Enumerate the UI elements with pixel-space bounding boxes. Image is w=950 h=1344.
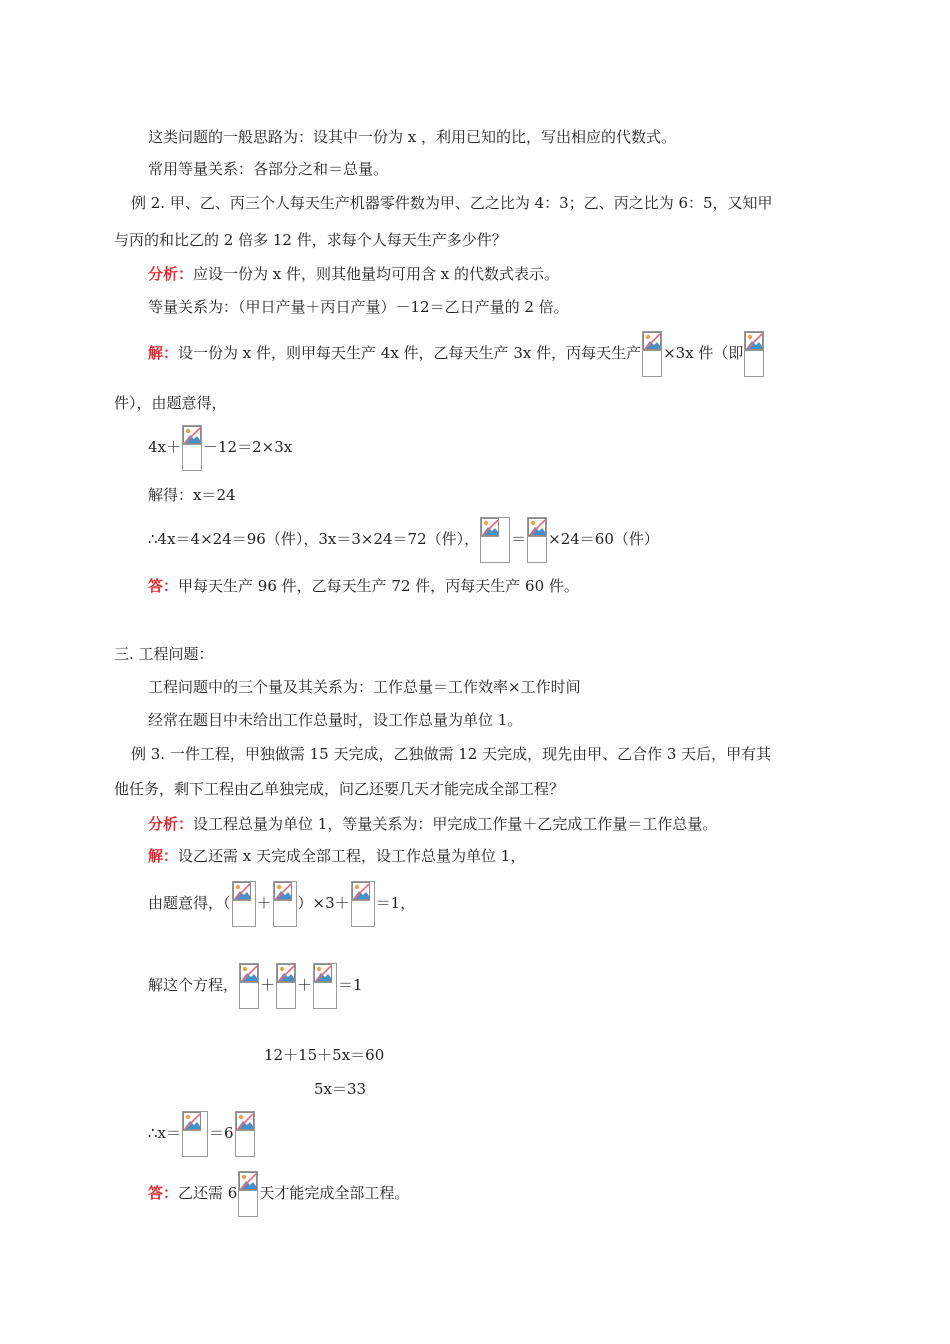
broken-image-icon <box>182 1111 208 1157</box>
broken-image-icon <box>276 963 296 1009</box>
example2-solution-cont: 件），由题意得， <box>114 394 227 412</box>
broken-image-icon <box>527 517 547 563</box>
broken-image-icon <box>642 331 662 377</box>
equation2-text-a: 解这个方程， <box>148 976 239 994</box>
result-text-c: ×24＝60（件） <box>548 530 659 548</box>
example2-analysis <box>148 264 559 284</box>
broken-image-icon <box>744 331 764 377</box>
equation2-text-b: ＋ <box>260 976 276 994</box>
section3-line-2: 经常在题目中未给出工作总量时，设工作总量为单位 1。 <box>148 711 523 729</box>
section3-heading: 三. 工程问题： <box>114 645 214 663</box>
example3-question-line-2: 他任务，剩下工程由乙单独完成，问乙还要几天才能完成全部工程？ <box>114 780 565 798</box>
example2-answer <box>148 576 579 596</box>
answer-text-b: 天才能完成全部工程。 <box>259 1184 410 1202</box>
result-text-b: ＝6 <box>209 1124 234 1142</box>
example3-question-line-1: 例 3. 一件工程，甲独做需 15 天完成，乙独做需 12 天完成，现先由甲、乙合作 3 天后，甲有其 <box>131 745 772 763</box>
example3-solution <box>148 846 525 866</box>
equation2-text-c: ＋ <box>297 976 313 994</box>
answer-text-a: 乙还需 6 <box>178 1184 238 1202</box>
example3-result <box>148 1110 256 1157</box>
example2-solve: 解得：x＝24 <box>148 486 236 504</box>
example3-step-2: 5x＝33 <box>314 1080 367 1098</box>
example2-question-line-1: 例 2. 甲、乙、丙三个人每天生产机器零件数为甲、乙之比为 4：3；乙、丙之比为 6：5，又知甲 <box>131 194 773 212</box>
broken-image-icon <box>313 963 337 1009</box>
answer-label: 答： <box>148 1184 179 1202</box>
example3-step-1: 12＋15＋5x＝60 <box>264 1046 385 1064</box>
solution-label: 解： <box>148 847 179 865</box>
analysis-label: 分析： <box>148 265 194 283</box>
example3-equation-2 <box>148 962 363 1009</box>
broken-image-icon <box>239 963 259 1009</box>
example2-relation: 等量关系为：（甲日产量＋丙日产量）－12＝乙日产量的 2 倍。 <box>148 298 569 316</box>
answer-label: 答： <box>148 577 179 595</box>
equation2-text-d: ＝1 <box>338 976 363 994</box>
result-text-a: ∴x＝ <box>148 1124 182 1142</box>
example2-equation <box>148 424 292 471</box>
example3-equation-1 <box>148 880 415 927</box>
broken-image-icon <box>232 881 256 927</box>
example3-analysis <box>148 814 717 834</box>
example3-answer <box>148 1170 409 1217</box>
equation1-text-b: ＋ <box>256 894 272 912</box>
broken-image-icon <box>238 1171 258 1217</box>
section3-line-1: 工程问题中的三个量及其关系为：工作总量＝工作效率×工作时间 <box>148 678 581 696</box>
solution-text-a: 设一份为 x 件，则甲每天生产 4x 件，乙每天生产 3x 件，丙每天生产 <box>178 344 642 362</box>
solution-text: 设乙还需 x 天完成全部工程，设工作总量为单位 1， <box>178 847 526 865</box>
equation-text-b: －12＝2×3x <box>203 438 293 456</box>
broken-image-icon <box>182 425 202 471</box>
equation1-text-c: ）×3＋ <box>297 894 350 912</box>
example2-question-line-2: 与丙的和比乙的 2 倍多 12 件，求每个人每天生产多少件？ <box>114 231 507 249</box>
equation1-text-a: 由题意得，（ <box>148 894 231 912</box>
analysis-text: 设工程总量为单位 1，等量关系为：甲完成工作量＋乙完成工作量＝工作总量。 <box>193 815 718 833</box>
equation1-text-d: ＝1， <box>375 894 416 912</box>
intro-line-2: 常用等量关系：各部分之和＝总量。 <box>148 160 389 178</box>
broken-image-icon <box>273 881 297 927</box>
broken-image-icon <box>480 517 510 563</box>
solution-label: 解： <box>148 344 179 362</box>
example2-result <box>148 516 659 563</box>
broken-image-icon <box>351 881 375 927</box>
example2-solution-line <box>148 330 765 377</box>
intro-line-1: 这类问题的一般思路为：设其中一份为 x ，利用已知的比，写出相应的代数式。 <box>148 128 676 146</box>
result-text-a: ∴4x＝4×24＝96（件），3x＝3×24＝72（件）， <box>148 530 480 548</box>
analysis-text: 应设一份为 x 件，则其他量均可用含 x 的代数式表示。 <box>193 265 560 283</box>
solution-text-b: ×3x 件（即 <box>663 344 744 362</box>
answer-text: 甲每天生产 96 件，乙每天生产 72 件，丙每天生产 60 件。 <box>178 577 579 595</box>
result-text-b: ＝ <box>511 530 527 548</box>
equation-text-a: 4x＋ <box>148 438 182 456</box>
analysis-label: 分析： <box>148 815 194 833</box>
broken-image-icon <box>235 1111 255 1157</box>
